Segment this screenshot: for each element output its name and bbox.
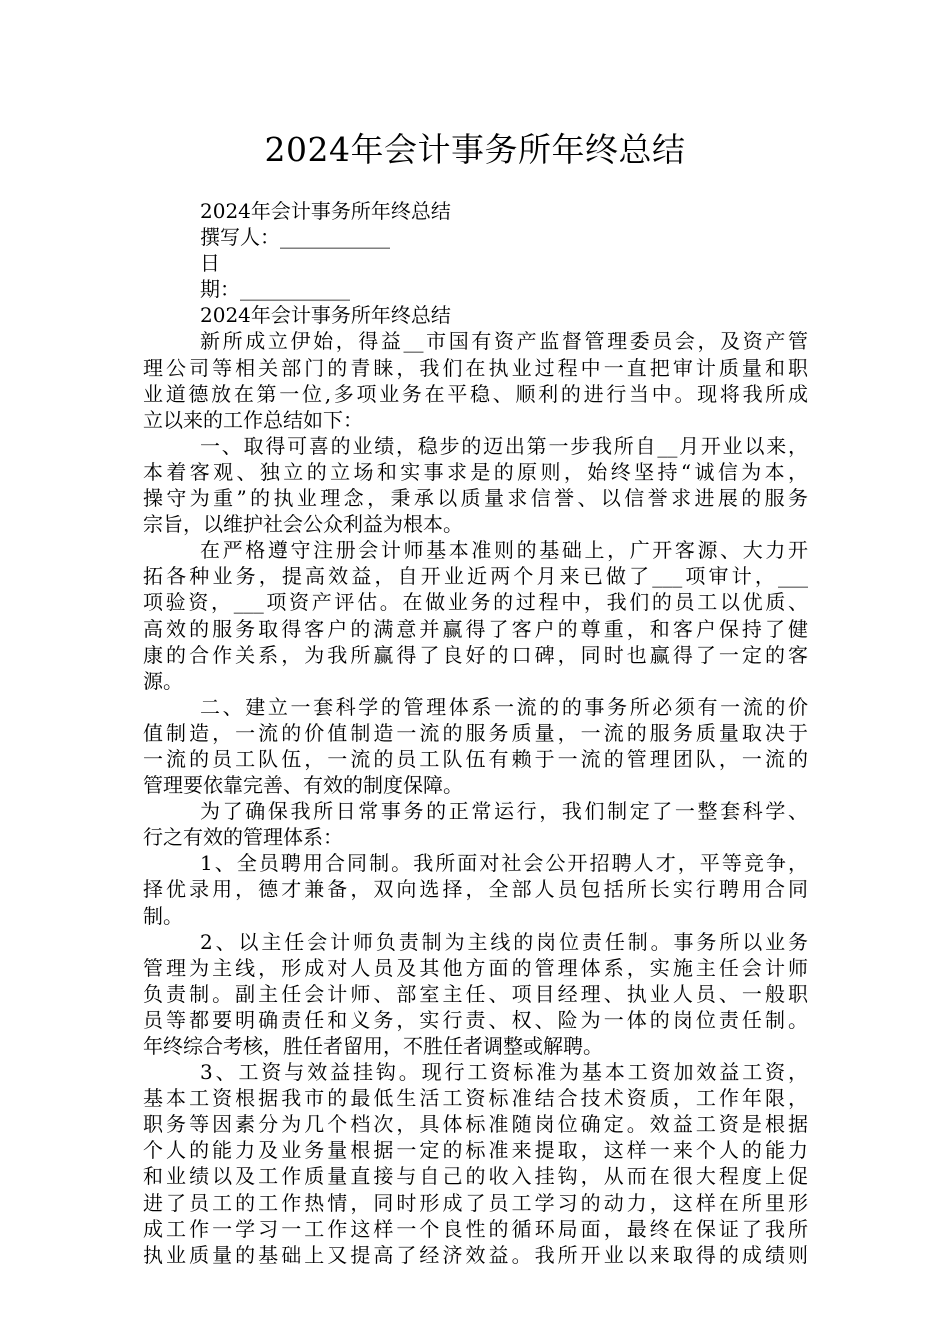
- paragraph-line: 操守为重”的执业理念，秉承以质量求信誉、以信誉求进展的服务: [143, 486, 808, 511]
- paragraph-line: 立以来的工作总结如下：: [143, 407, 363, 432]
- date-label-line: 日: [200, 251, 220, 276]
- paragraph-line: 在严格遵守注册会计师基本准则的基础上，广开客源、大力开: [200, 538, 808, 563]
- paragraph-line: 择优录用，德才兼备，双向选择，全部人员包括所长实行聘用合同: [143, 877, 808, 902]
- paragraph-line: 为了确保我所日常事务的正常运行，我们制定了一整套科学、: [200, 799, 808, 824]
- paragraph-line: 员等都要明确责任和义务，实行责、权、险为一体的岗位责任制。: [143, 1007, 808, 1032]
- paragraph-line: 执业质量的基础上又提高了经济效益。我所开业以来取得的成绩则: [143, 1242, 808, 1267]
- paragraph-line: 高效的服务取得客户的满意并赢得了客户的尊重，和客户保持了健: [143, 616, 808, 641]
- paragraph-line: 基本工资根据我市的最低生活工资标准结合技术资质，工作年限，: [143, 1086, 808, 1111]
- paragraph-line: 管理要依靠完善、有效的制度保障。: [143, 773, 463, 798]
- paragraph-line: 本着客观、独立的立场和实事求是的原则，始终坚持“诚信为本，: [143, 459, 808, 484]
- paragraph-line: 拓各种业务，提高效益，自开业近两个月来已做了___项审计，___: [143, 564, 808, 589]
- paragraph-line: 3、工资与效益挂钩。现行工资标准为基本工资加效益工资，: [200, 1060, 808, 1085]
- paragraph-line: 值制造，一流的价值制造一流的服务质量，一流的服务质量取决于: [143, 720, 808, 745]
- paragraph-line: 2、以主任会计师负责制为主线的岗位责任制。事务所以业务: [200, 929, 808, 954]
- paragraph-line: 1、全员聘用合同制。我所面对社会公开招聘人才，平等竞争，: [200, 851, 808, 876]
- document-body: [143, 198, 808, 1268]
- header-line: 2024年会计事务所年终总结: [200, 199, 451, 223]
- paragraph-line: 制。: [143, 903, 183, 928]
- paragraph-line: 新所成立伊始，得益__市国有资产监督管理委员会，及资产管: [200, 329, 808, 354]
- paragraph-line: 年终综合考核，胜任者留用，不胜任者调整或解聘。: [143, 1034, 603, 1058]
- paragraph-line: 管理为主线，形成对人员及其他方面的管理体系，实施主任会计师: [143, 955, 808, 980]
- paragraph-line: 源。: [143, 668, 183, 693]
- paragraph-line: 业道德放在第一位,多项业务在平稳、顺利的进行当中。现将我所成: [143, 381, 808, 406]
- paragraph-line: 二、建立一套科学的管理体系一流的的事务所必须有一流的价: [200, 694, 808, 719]
- paragraph-line: 项验资，___项资产评估。在做业务的过程中，我们的员工以优质、: [143, 590, 808, 615]
- paragraph-line: 一流的员工队伍，一流的员工队伍有赖于一流的管理团队，一流的: [143, 746, 808, 771]
- document-title: 2024年会计事务所年终总结: [264, 130, 686, 169]
- paragraph-line: 一、取得可喜的业绩，稳步的迈出第一步我所自__月开业以来，: [200, 433, 808, 458]
- paragraph-line: 行之有效的管理体系：: [143, 825, 343, 850]
- paragraph-line: 个人的能力及业务量根据一定的标准来提取，这样一来个人的能力: [143, 1138, 808, 1163]
- paragraph-line: 康的合作关系，为我所赢得了良好的口碑，同时也赢得了一定的客: [143, 642, 808, 667]
- paragraph-line: 进了员工的工作热情，同时形成了员工学习的动力，这样在所里形: [143, 1190, 808, 1215]
- paragraph-line: 职务等因素分为几个档次，具体标准随岗位确定。效益工资是根据: [143, 1112, 808, 1137]
- paragraph-line: 成工作一学习一工作这样一个良性的循环局面，最终在保证了我所: [143, 1216, 808, 1241]
- author-line: 撰写人：___________: [200, 225, 390, 250]
- subtitle-line: 2024年会计事务所年终总结: [200, 303, 451, 328]
- paragraph-line: 理公司等相关部门的青睐，我们在执业过程中一直把审计质量和职: [143, 355, 808, 380]
- paragraph-line: 和业绩以及工作质量直接与自己的收入挂钩，从而在很大程度上促: [143, 1164, 808, 1189]
- paragraph-line: 宗旨，以维护社会公众利益为根本。: [143, 512, 463, 537]
- paragraph-line: 负责制。副主任会计师、部室主任、项目经理、执业人员、一般职: [143, 981, 808, 1006]
- date-value-line: 期：___________: [200, 277, 350, 302]
